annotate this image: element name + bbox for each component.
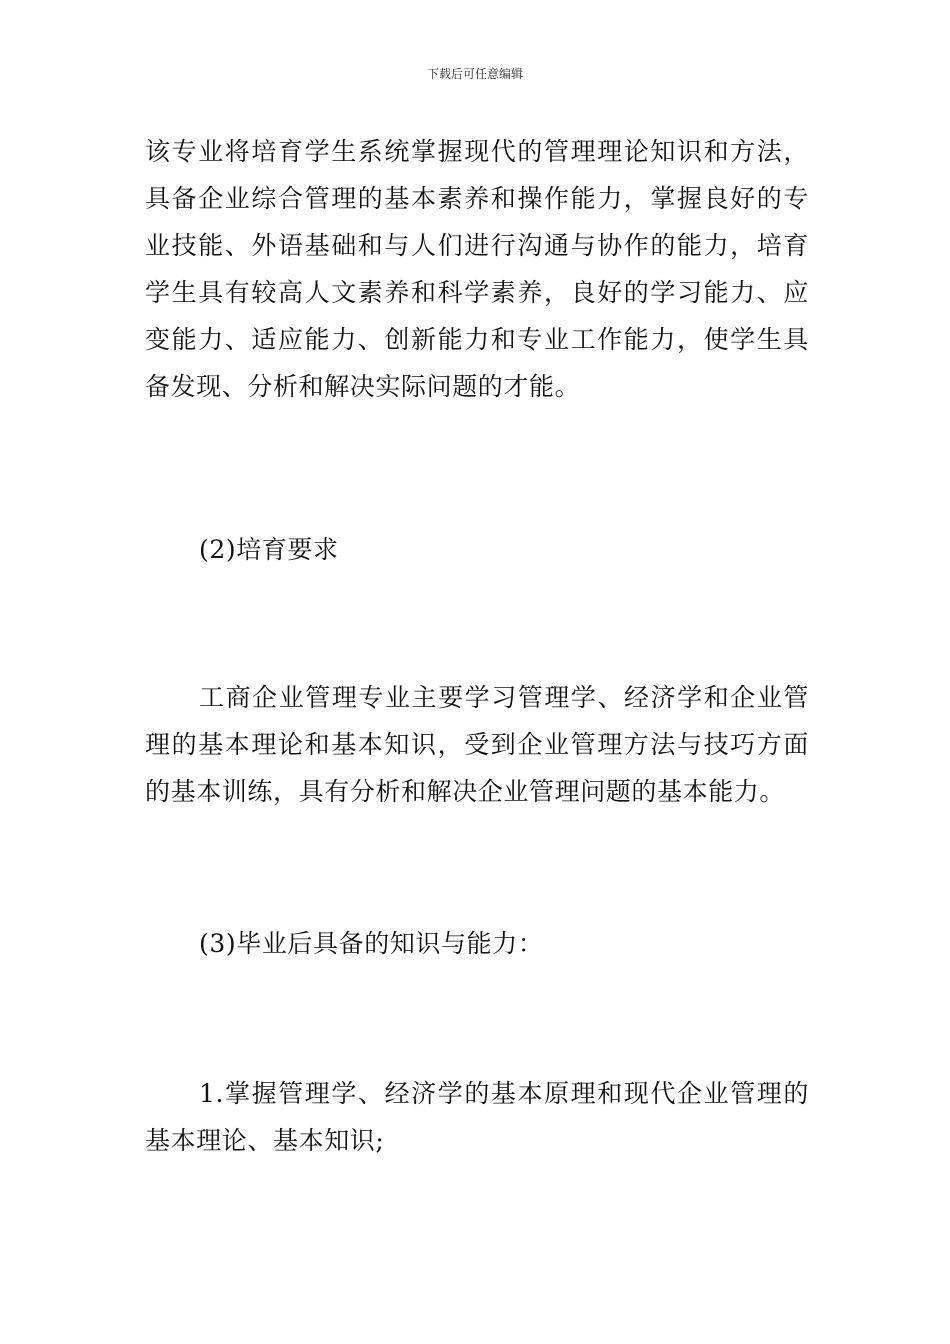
header-note: 下载后可任意编辑 [426, 67, 523, 81]
list-item-1: 1.掌握管理学、经济学的基本原理和现代企业管理的基本理论、基本知识; [145, 1079, 809, 1155]
section-heading-abilities: (3)毕业后具备的知识与能力： [199, 929, 544, 958]
paragraph-requirements: 工商企业管理专业主要学习管理学、经济学和企业管理的基本理论和基本知识，受到企业管理方法与技巧方面的基本训练，具有分析和解决企业管理问题的基本能力。 [145, 683, 809, 806]
paragraph-intro: 该专业将培育学生系统掌握现代的管理理论知识和方法，具备企业综合管理的基本素养和操作能力，掌握良好的专业技能、外语基础和与人们进行沟通与协作的能力，培育学生具有较高人文素养和科学素养，良好的学习能力、应变能力、适应能力、创新能力和专业工作能力，使学生具备发现、分析和解决实际问题的才能。 [145, 137, 809, 401]
section-heading-requirements: (2)培育要求 [199, 535, 339, 564]
